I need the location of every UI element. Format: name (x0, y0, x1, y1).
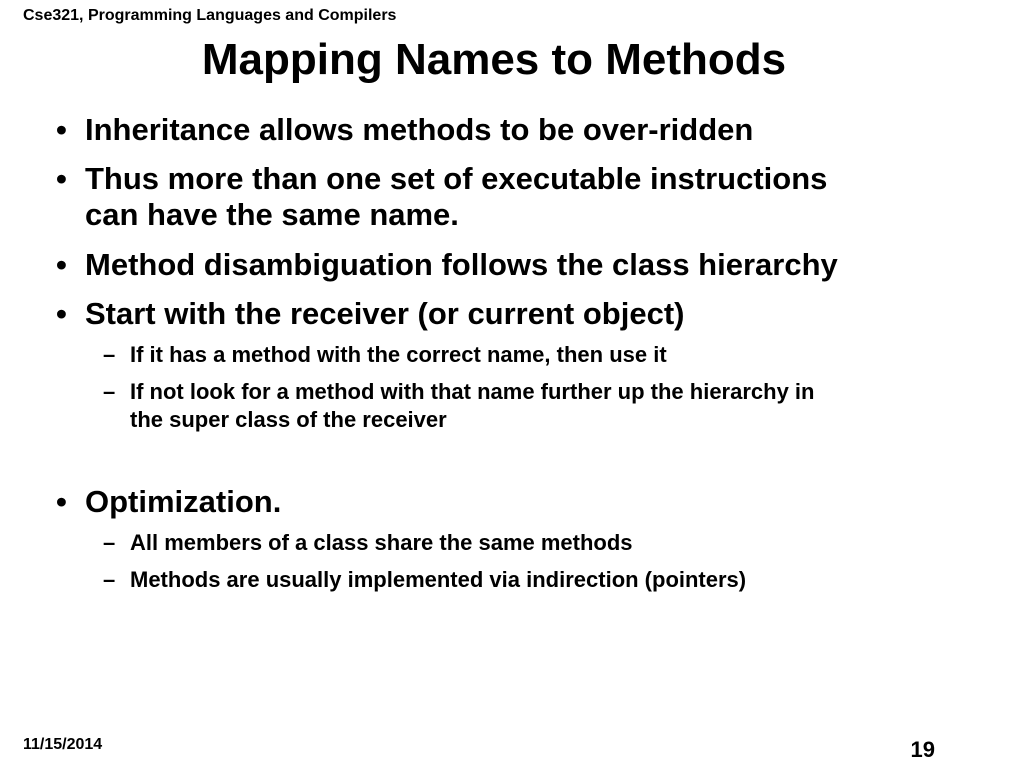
dash-icon: – (103, 567, 116, 592)
sub-bullet-text: If not look for a method with that name further up the hierarchy in (130, 379, 815, 404)
bullet-text: Method disambiguation follows the class hierarchy (85, 247, 838, 282)
sub-bullet-item (103, 341, 943, 369)
bullet-item (56, 296, 936, 332)
bullet-icon: • (56, 161, 67, 196)
bullet-text-continuation: can have the same name. (85, 197, 459, 232)
page-number: 19 (910, 737, 935, 762)
bullet-icon: • (56, 484, 67, 519)
footer-date: 11/15/2014 (23, 736, 103, 753)
dash-icon: – (103, 530, 116, 555)
slide-title: Mapping Names to Methods (201, 35, 787, 84)
dash-icon: – (103, 379, 116, 404)
bullet-text: Thus more than one set of executable instructions (85, 161, 828, 196)
sub-bullet-text: If it has a method with the correct name, then use it (130, 342, 667, 367)
bullet-text: Optimization. (85, 484, 282, 519)
bullet-icon: • (56, 296, 67, 331)
sub-bullet-text: All members of a class share the same methods (130, 530, 633, 555)
bullet-item (56, 247, 936, 283)
bullet-text: Inheritance allows methods to be over-ridden (85, 112, 754, 147)
bullet-item (56, 484, 936, 520)
bullet-icon: • (56, 247, 67, 282)
sub-bullet-item (103, 566, 943, 594)
bullet-item (56, 112, 936, 148)
bullet-text: Start with the receiver (or current object) (85, 296, 685, 331)
sub-bullet-item (103, 378, 943, 434)
course-header: Cse321, Programming Languages and Compilers (23, 7, 397, 24)
sub-bullet-item (103, 529, 943, 557)
sub-bullet-text-continuation: the super class of the receiver (130, 407, 447, 432)
bullet-icon: • (56, 112, 67, 147)
dash-icon: – (103, 342, 116, 367)
bullet-item (56, 161, 936, 233)
sub-bullet-text: Methods are usually implemented via indirection (pointers) (130, 567, 747, 592)
